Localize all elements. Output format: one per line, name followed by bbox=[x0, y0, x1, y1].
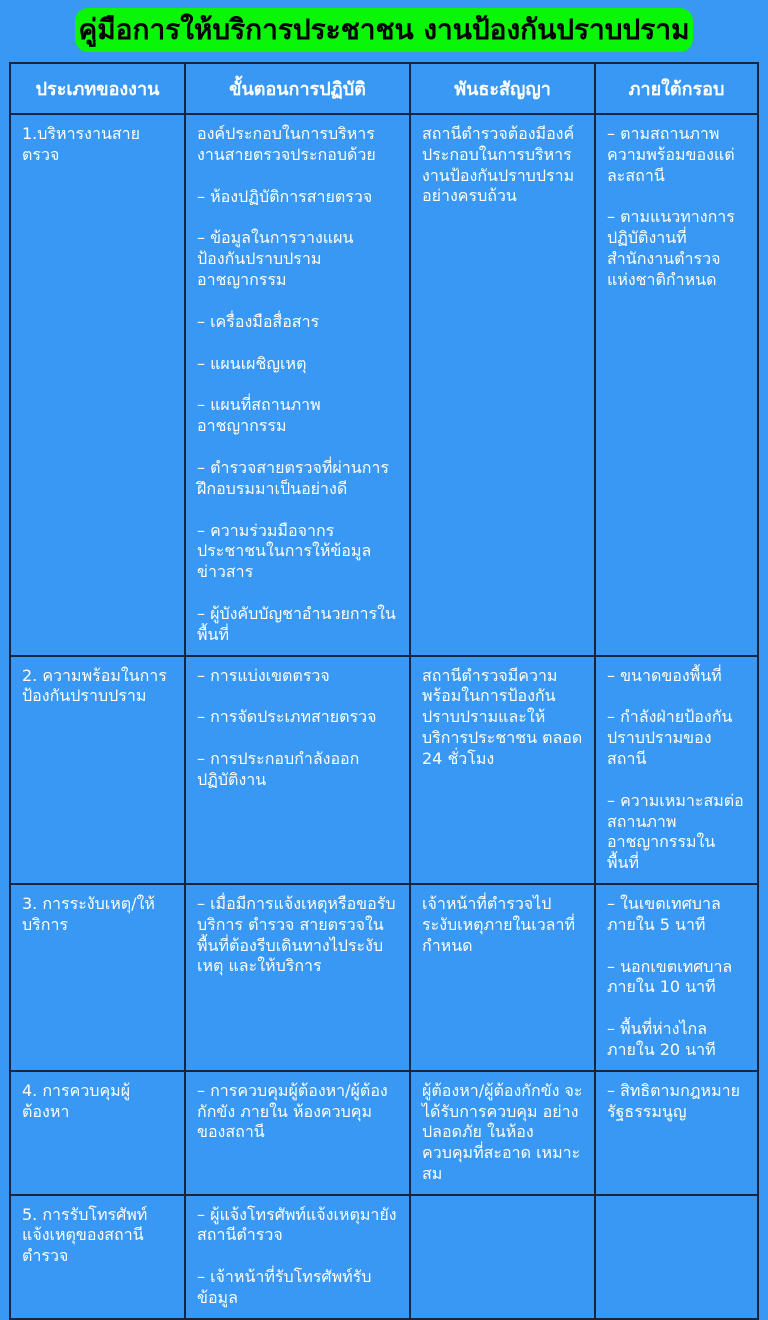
framework-cell bbox=[595, 884, 758, 1071]
commitment-cell bbox=[410, 1195, 595, 1319]
cell-text: 3. การระงับเหตุ/ให้บริการ bbox=[22, 893, 155, 934]
table-row bbox=[10, 114, 758, 656]
cell-text: 2. ความพร้อมในการป้องกันปราบปราม bbox=[22, 665, 167, 706]
steps-cell bbox=[185, 884, 410, 1071]
cell-text: เจ้าหน้าที่ตำรวจไประงับเหตุภายในเวลาที่กำหนด bbox=[422, 893, 576, 955]
cell-text: องค์ประกอบในการบริหารงานสายตรวจประกอบด้วย bbox=[197, 124, 376, 164]
cell-text: – ห้องปฏิบัติการสายตรวจ bbox=[197, 186, 373, 206]
steps-cell bbox=[185, 114, 410, 656]
cell-text: ผู้ต้องหา/ผู้ต้องกักขัง จะได้รับการควบคุม อย่างปลอดภัย ในห้องควบคุมที่สะอาด เหมาะสม bbox=[422, 1080, 583, 1183]
cell-text: 5. การรับโทรศัพท์แจ้งเหตุของสถานีตำรวจ bbox=[22, 1204, 148, 1266]
cell-text: – ผู้บังคับบัญชาอำนวยการในพื้นที่ bbox=[197, 603, 396, 644]
work-type-cell bbox=[10, 1071, 185, 1195]
column-header-1: ประเภทของงาน bbox=[10, 63, 185, 114]
cell-text: – แผนเผชิญเหตุ bbox=[197, 353, 307, 373]
cell-text: – เครื่องมือสื่อสาร bbox=[197, 311, 320, 331]
framework-cell bbox=[595, 1195, 758, 1319]
work-type-cell bbox=[10, 1195, 185, 1319]
table-row bbox=[10, 656, 758, 884]
page-title: คู่มือการให้บริการประชาชน งานป้องกันปราบปราม bbox=[78, 12, 690, 46]
work-type-cell bbox=[10, 656, 185, 884]
cell-text: – ผู้แจ้งโทรศัพท์แจ้งเหตุมายังสถานีตำรวจ bbox=[197, 1204, 397, 1245]
cell-text: – ความร่วมมือจากรประชาชนในการให้ข้อมูลข่าวสาร bbox=[197, 520, 372, 582]
commitment-cell bbox=[410, 1071, 595, 1195]
cell-text: – การจัดประเภทสายตรวจ bbox=[197, 707, 377, 727]
cell-text: สถานีตำรวจมีความพร้อมในการป้องกันปราบปรามและให้บริการประชาชน ตลอด 24 ชั่วโมง bbox=[422, 665, 583, 768]
cell-text: – ในเขตเทศบาล ภายใน 5 นาที bbox=[607, 893, 721, 934]
cell-text: – เจ้าหน้าที่รับโทรศัพท์รับข้อมูล bbox=[197, 1267, 372, 1308]
cell-text: – การแบ่งเขตตรวจ bbox=[197, 665, 330, 685]
framework-cell bbox=[595, 656, 758, 884]
cell-text: 4. การควบคุมผู้ต้องหา bbox=[22, 1080, 131, 1121]
framework-cell bbox=[595, 114, 758, 656]
cell-text: – การควบคุมผู้ต้องหา/ผู้ต้องกักขัง ภายใน ห้องควบคุมของสถานี bbox=[197, 1080, 388, 1142]
table-row bbox=[10, 884, 758, 1071]
commitment-cell bbox=[410, 114, 595, 656]
cell-text: – ข้อมูลในการวางแผนป้องกันปราบปรามอาชญากรรม bbox=[197, 228, 354, 289]
column-header-4: ภายใต้กรอบ bbox=[595, 63, 758, 114]
cell-text: – ตามแนวทางการปฏิบัติงานที่ สำนักงานตำรวจ แห่งชาติกำหนด bbox=[607, 207, 735, 289]
cell-text: – นอกเขตเทศบาล ภายใน 10 นาที bbox=[607, 956, 733, 997]
cell-text: – ตามสถานภาพ ความพร้อมของแต่ ละสถานี bbox=[607, 124, 735, 185]
commitment-cell bbox=[410, 884, 595, 1071]
service-manual-table bbox=[9, 62, 759, 1320]
cell-text: – กำลังฝ่ายป้องกันปราบปรามของสถานี bbox=[607, 707, 733, 768]
cell-text: – พื้นที่ห่างไกล ภายใน 20 นาที bbox=[607, 1019, 716, 1059]
cell-text: สถานีตำรวจต้องมีองค์ประกอบในการบริหารงานป้องกันปราบปรามอย่างครบถ้วน bbox=[422, 124, 575, 206]
cell-text: – ความเหมาะสมต่อ สถานภาพ อาชญากรรมในพื้นที่ bbox=[607, 790, 744, 873]
steps-cell bbox=[185, 1195, 410, 1319]
framework-cell bbox=[595, 1071, 758, 1195]
cell-text: – แผนที่สถานภาพอาชญากรรม bbox=[197, 395, 321, 436]
cell-text: 1.บริหารงานสายตรวจ bbox=[22, 124, 140, 164]
cell-text: – สิทธิตามกฎหมายรัฐธรรมนูญ bbox=[607, 1080, 740, 1121]
table-row bbox=[10, 1071, 758, 1195]
steps-cell bbox=[185, 656, 410, 884]
table-header-row bbox=[10, 63, 758, 114]
cell-text: – ตำรวจสายตรวจที่ผ่านการฝึกอบรมมาเป็นอย่างดี bbox=[197, 457, 389, 498]
column-header-3: พันธะสัญญา bbox=[410, 63, 595, 114]
work-type-cell bbox=[10, 114, 185, 656]
table-row bbox=[10, 1195, 758, 1319]
table-body bbox=[10, 114, 758, 1319]
cell-text: – การประกอบกำลังออกปฏิบัติงาน bbox=[197, 749, 360, 789]
steps-cell bbox=[185, 1071, 410, 1195]
commitment-cell bbox=[410, 656, 595, 884]
cell-text: – ขนาดของพื้นที่ bbox=[607, 665, 722, 685]
page-title-banner bbox=[75, 8, 693, 52]
cell-text: – เมื่อมีการแจ้งเหตุหรือขอรับบริการ ตำรวจ สายตรวจในพื้นที่ต้องรีบเดินทางไประงับเหตุ และให้บริการ bbox=[197, 893, 396, 976]
column-header-2: ขั้นตอนการปฏิบัติ bbox=[185, 63, 410, 114]
work-type-cell bbox=[10, 884, 185, 1071]
